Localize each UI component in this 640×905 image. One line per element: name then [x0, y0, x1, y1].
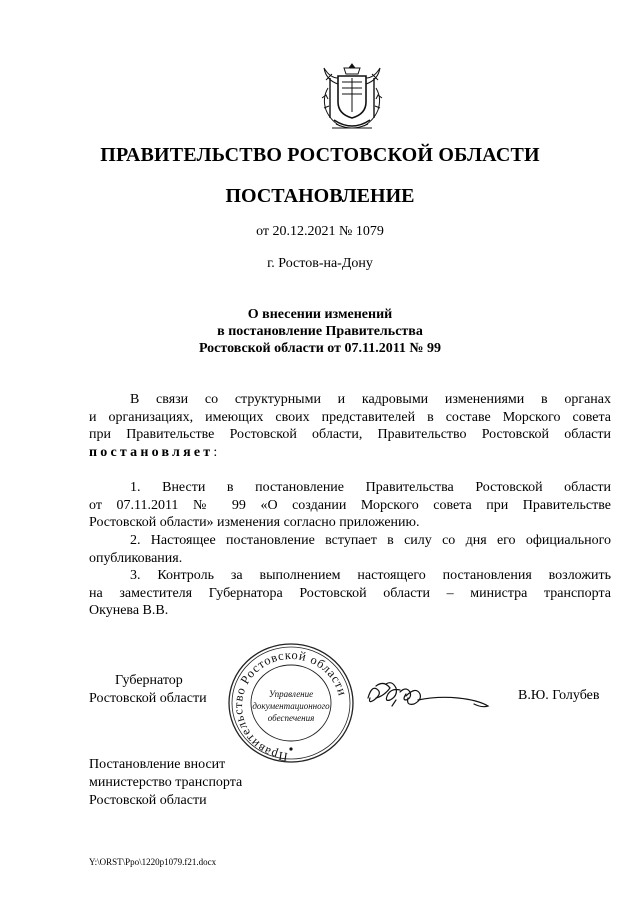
- document-type: ПОСТАНОВЛЕНИЕ: [225, 185, 415, 207]
- decree-item-1: [89, 479, 611, 532]
- official-stamp: [226, 641, 356, 765]
- position-line: Губернатор: [115, 673, 183, 688]
- signatory-name: В.Ю. Голубев: [518, 688, 600, 703]
- item-line: 1. Внести в постановление Правительства Ростовской области: [130, 480, 611, 495]
- document-city: г. Ростов-на-Дону: [267, 256, 373, 271]
- government-title: ПРАВИТЕЛЬСТВО РОСТОВСКОЙ ОБЛАСТИ: [100, 144, 540, 166]
- item-line: Окунева В.В.: [89, 603, 169, 618]
- decree-word: постановляет: [89, 444, 214, 460]
- preamble-line: и организациях, имеющих своих представителей в составе Морского совета: [89, 409, 611, 425]
- item-line: 2. Настоящее постановление вступает в силу со дня его официального: [130, 533, 611, 548]
- decree-suffix: :: [213, 444, 218, 460]
- coat-of-arms-icon: [316, 58, 388, 136]
- subject-line: О внесении изменений: [247, 307, 393, 322]
- handwritten-signature: [362, 674, 494, 714]
- item-line: 3. Контроль за выполнением настоящего постановления возложить: [130, 568, 611, 583]
- position-line: Ростовской области: [89, 691, 207, 706]
- subject-line: Ростовской области от 07.11.2011 № 99: [198, 341, 442, 356]
- stamp-ring-text: Правительство Ростовской области: [230, 647, 350, 765]
- preamble-line: В связи со структурными и кадровыми изменениями в органах: [130, 392, 611, 407]
- item-line: на заместителя Губернатора Ростовской области – министра транспорта: [89, 585, 611, 601]
- submitted-line: министерство транспорта: [89, 775, 243, 790]
- document-date-number: от 20.12.2021 № 1079: [256, 224, 384, 239]
- preamble-line: при Правительстве Ростовской области, Правительство Ростовской области: [89, 427, 611, 442]
- item-line: опубликования.: [89, 550, 183, 566]
- submitted-line: Постановление вносит: [89, 757, 226, 772]
- stamp-center-line: документационного: [252, 701, 330, 711]
- item-line: от 07.11.2011 № 99 «О создании Морского совета при Правительстве: [89, 497, 611, 513]
- stamp-center-line: Управление: [268, 689, 314, 699]
- preamble-decree-line: [89, 444, 611, 462]
- signatory-position: [89, 672, 207, 708]
- document-subject: [0, 306, 640, 357]
- decree-item-2: [89, 532, 611, 567]
- preamble-paragraph: [89, 391, 611, 461]
- item-line: Ростовской области» изменения согласно приложению.: [89, 515, 420, 530]
- stamp-center-line: обеспечения: [267, 713, 315, 723]
- decree-item-3: [89, 567, 611, 620]
- subject-line: в постановление Правительства: [217, 324, 423, 339]
- submitted-line: Ростовской области: [89, 793, 207, 808]
- submitted-by: [89, 756, 242, 810]
- file-path: Y:\ORST\Ppo\1220p1079.f21.docx: [89, 857, 217, 867]
